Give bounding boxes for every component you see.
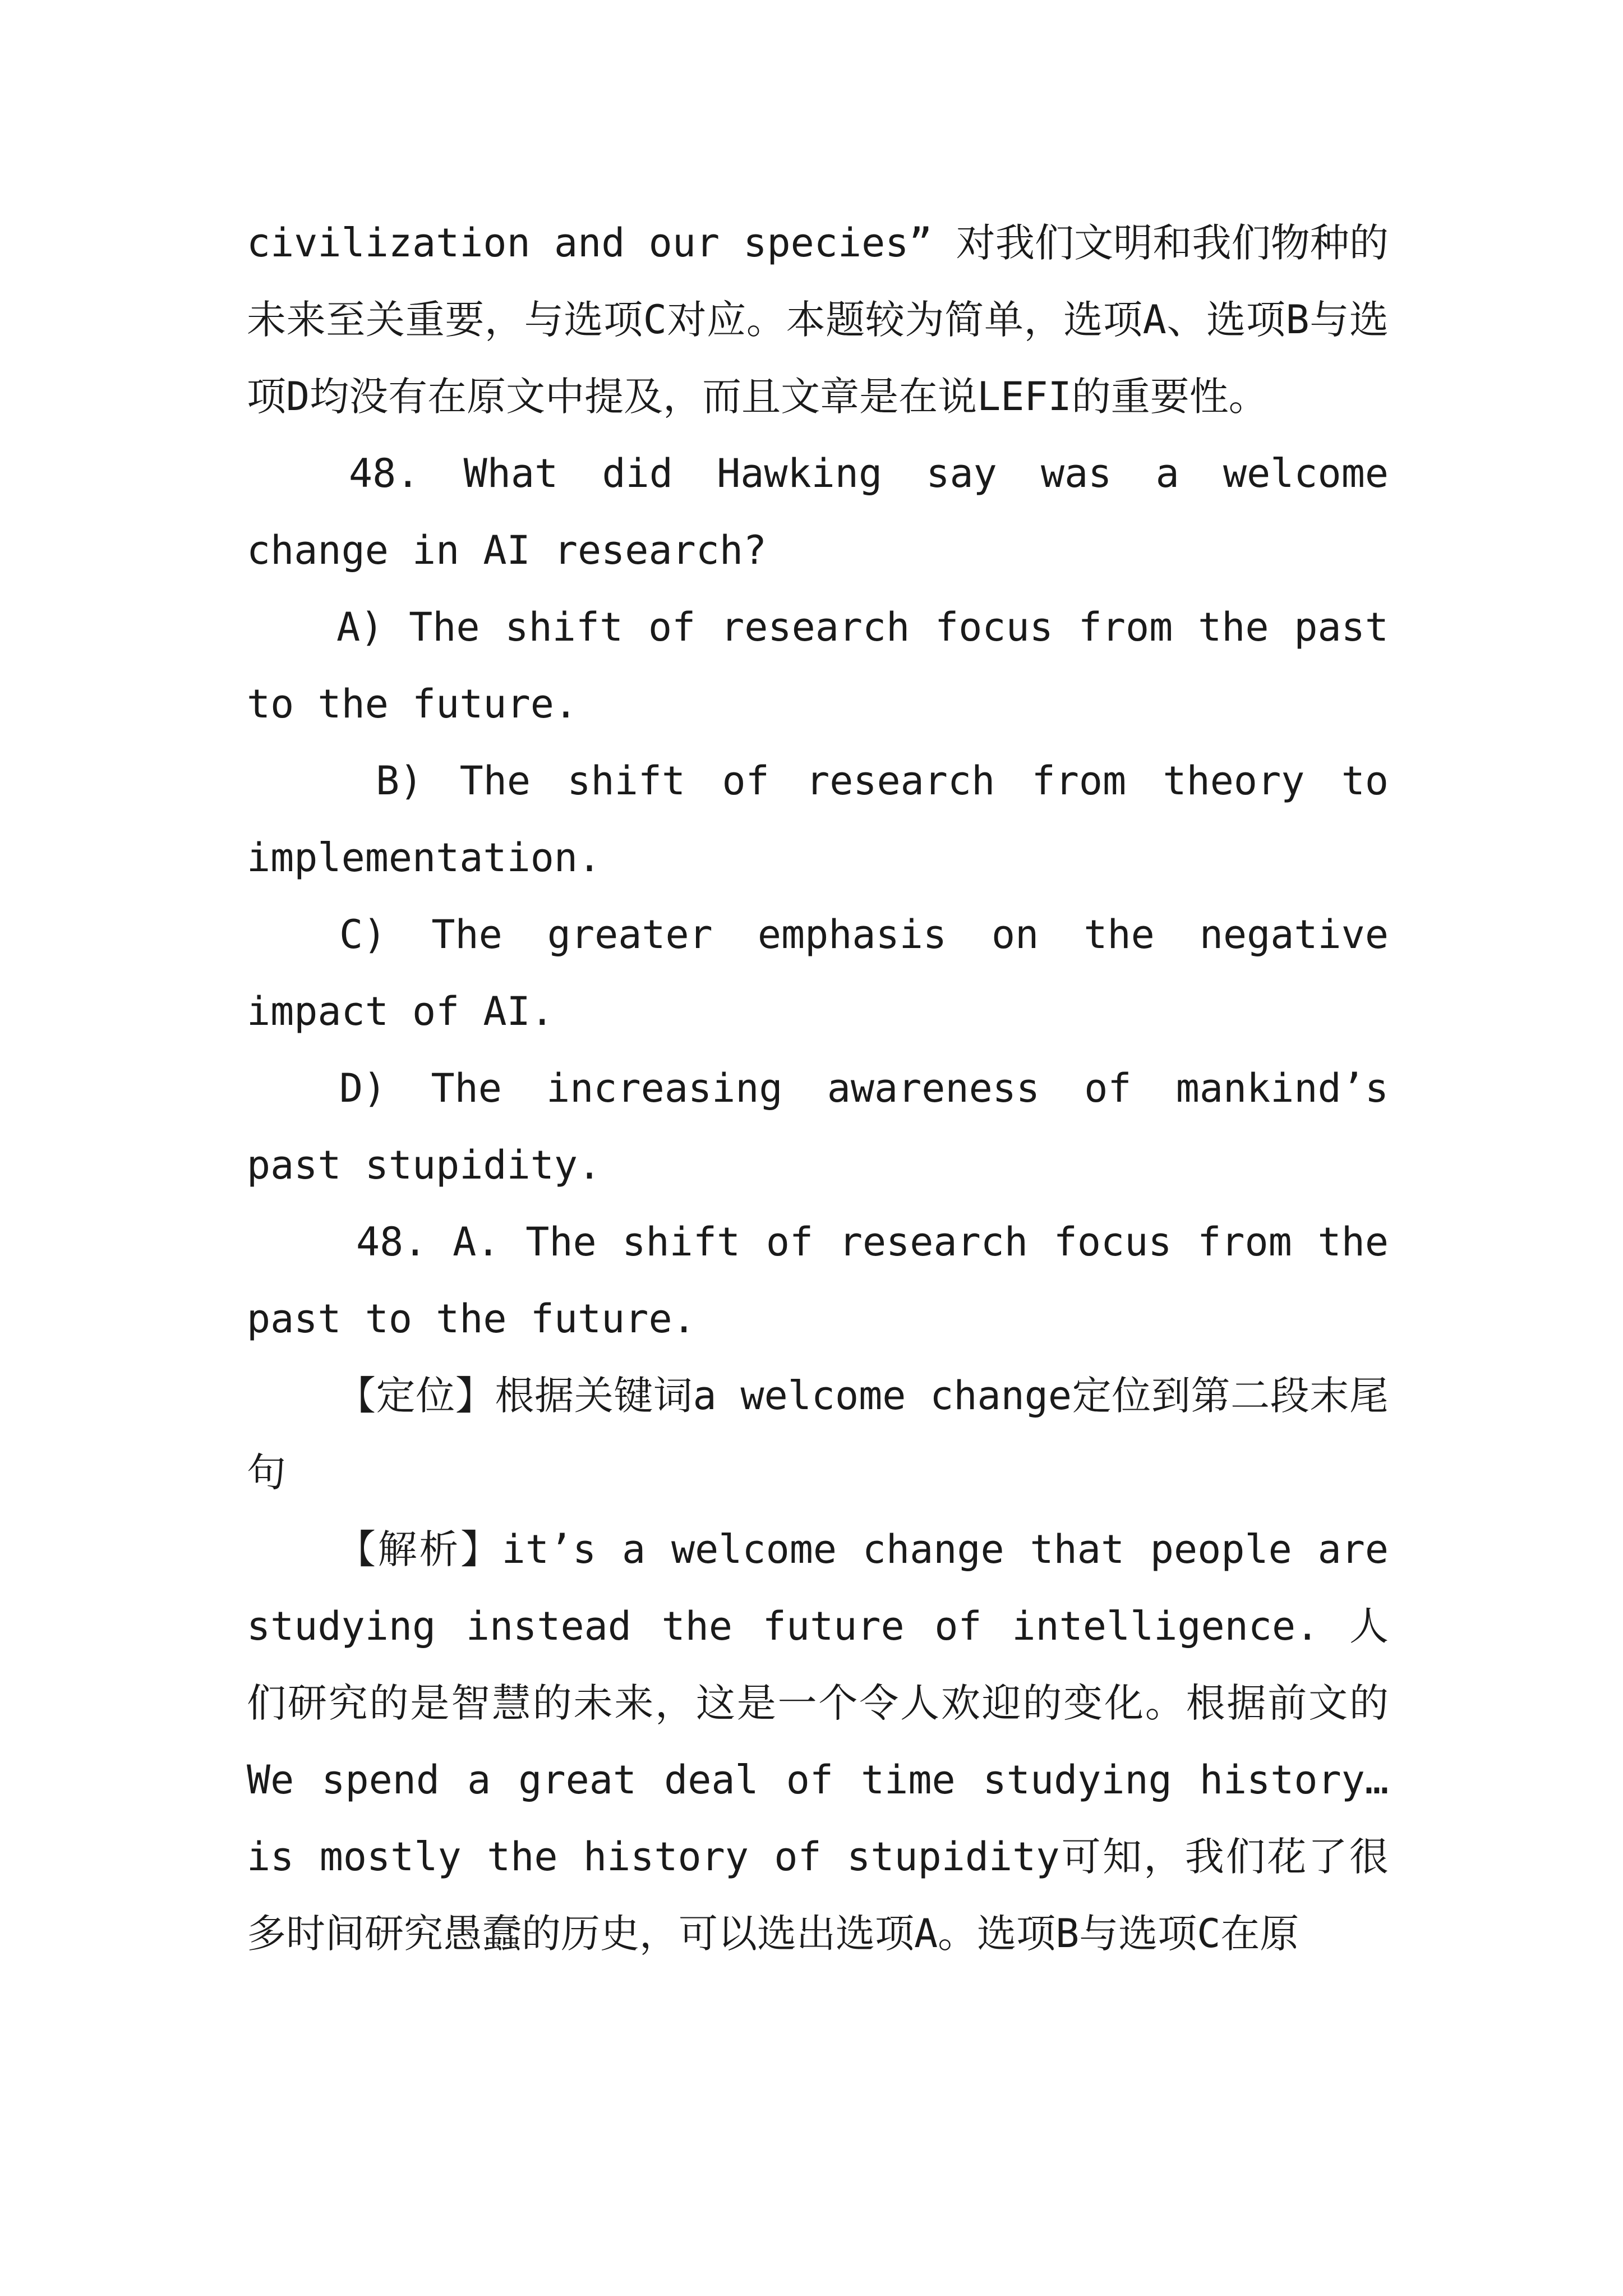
analysis-paragraph: 【解析】it’s a welcome change that people are studying instead the future of intelligence. 人们研究的是智慧的未来，这是一个令人欢迎的变化。根据前文的We spend a great deal of time studying history…is mostly the history of stupidity可知，我们花了很多时间研究愚蠢的历史，可以选出选项A。选项B与选项C在原 <box>247 1526 1389 1957</box>
locate-paragraph: 【定位】根据关键词a welcome change定位到第二段末尾句 <box>247 1373 1389 1496</box>
question-48: 48. What did Hawking say was a welcome change in AI research? <box>247 450 1389 573</box>
option-d: D) The increasing awareness of mankind’s past stupidity. <box>247 1065 1389 1188</box>
option-a: A) The shift of research focus from the past to the future. <box>247 604 1389 727</box>
document-page <box>247 205 1389 1972</box>
option-c: C) The greater emphasis on the negative impact of AI. <box>247 912 1389 1034</box>
paragraph-prev-answer-explanation: civilization and our species” 对我们文明和我们物种的未来至关重要，与选项C对应。本题较为简单，选项A、选项B与选项D均没有在原文中提及，而且文章是在说LEFI的重要性。 <box>247 220 1389 420</box>
option-b: B) The shift of research from theory to implementation. <box>247 758 1389 881</box>
answer-48: 48. A. The shift of research focus from the past to the future. <box>247 1219 1389 1342</box>
